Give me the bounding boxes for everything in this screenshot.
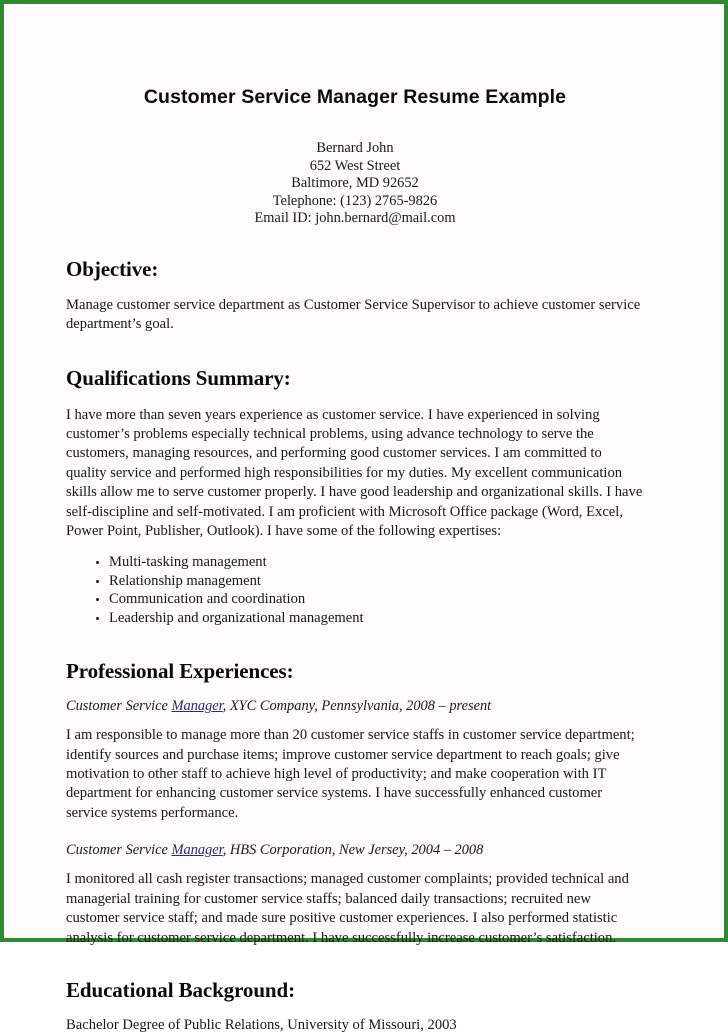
job-title-line: [66, 823, 644, 859]
section-heading-objective: Objective:: [66, 257, 159, 282]
job-title-link[interactable]: Manager: [171, 842, 223, 859]
contact-block: [66, 109, 644, 227]
objective-text: Manage customer service department as Customer Service Supervisor to achieve customer service department’s goal.: [66, 296, 641, 333]
list-item: Communication and coordination: [66, 590, 644, 608]
job-title-suffix: , HBS Corporation, New Jersey, 2004 – 2008: [222, 842, 484, 859]
qualifications-text: I have more than seven years experience as customer service. I have experienced in solving customer’s problems especially technical problems, using advance technology to serve the customers, managing resources, and performing good customer services. I am committed to quality service and performed high responsibilities for my duties. My excellent communication skills allow me to serve customer properly. I have good leadership and organizational skills. I have self-discipline and self-motivated. I am proficient with Microsoft Office package (Word, Excel, Power Point, Publisher, Outlook). I have some of the following expertises:: [66, 406, 643, 540]
list-item: Relationship management: [66, 572, 644, 590]
list-item: Multi-tasking management: [66, 553, 644, 571]
job-title-line: [66, 684, 644, 715]
job-title-prefix: Customer Service: [66, 698, 172, 715]
contact-city-state-zip: Baltimore, MD 92652: [291, 175, 419, 192]
list-item: Leadership and organizational management: [66, 609, 644, 627]
section-heading-education: Educational Background:: [66, 977, 295, 1002]
section-heading-qualifications: Qualifications Summary:: [66, 366, 291, 391]
section-heading-experience: Professional Experiences:: [66, 659, 294, 684]
contact-email: Email ID: john.bernard@mail.com: [254, 210, 456, 227]
job-title-link[interactable]: Manager: [171, 698, 223, 715]
job-title-prefix: Customer Service: [66, 842, 172, 859]
qualifications-bullet-list: [66, 541, 644, 627]
job-description: I monitored all cash register transactions; managed customer complaints; provided technical and managerial training for customer service staffs; balanced daily transactions; recruited new customer service staff; and made sure positive customer experiences. I also performed statistic analysis for customer service department. I have successfully increase customer’s satisfaction.: [66, 871, 629, 946]
contact-telephone: Telephone: (123) 2765-9826: [272, 192, 438, 209]
resume-content: [66, 4, 644, 1036]
education-text: Bachelor Degree of Public Relations, University of Missouri, 2003: [66, 1017, 457, 1034]
job-title-suffix: , XYC Company, Pennsylvania, 2008 – present: [222, 698, 492, 715]
contact-name: Bernard John: [316, 140, 394, 157]
page-title: Customer Service Manager Resume Example: [143, 86, 567, 108]
contact-street: 652 West Street: [309, 157, 401, 174]
job-description: I am responsible to manage more than 20 customer service staffs in customer service department; identify sources and purchase items; improve customer service department to reach goals; give motivation to other staff to achieve high level of productivity; and make cooperation with IT department for enhancing customer service systems. I have successfully enhanced customer service systems performance.: [66, 727, 635, 821]
